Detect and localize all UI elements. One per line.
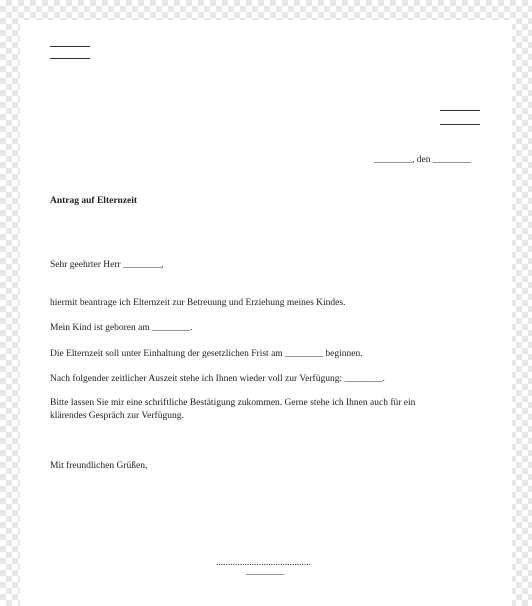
subject-line: Antrag auf Elternzeit (50, 196, 138, 206)
body-paragraph-4: Nach folgender zeitlicher Auszeit stehe ich Ihnen wieder voll zur Verfügung: ________. (50, 374, 385, 384)
sender-blank-line-1 (50, 46, 90, 47)
body-paragraph-3: Die Elternzeit soll unter Einhaltung der gesetzlichen Frist am ________ beginnen. (50, 349, 363, 359)
signature-dotted-line: ........................................ (216, 558, 311, 568)
document-page (20, 20, 512, 606)
body-paragraph-2: Mein Kind ist geboren am ________. (50, 323, 193, 333)
closing: Mit freundlichen Grüßen, (50, 461, 148, 471)
recipient-blank-line-1 (440, 110, 480, 111)
body-paragraph-5-line-1: Bitte lassen Sie mir eine schriftliche Bestätigung zukommen. Gerne stehe ich Ihnen auch für ein (50, 398, 416, 408)
body-paragraph-5-line-2: klärendes Gespräch zur Verfügung. (50, 411, 184, 421)
body-paragraph-1: hiermit beantrage ich Elternzeit zur Betreuung und Erziehung meines Kindes. (50, 298, 346, 308)
date-line: ________, den ________ (374, 155, 471, 165)
salutation: Sehr geehrter Herr ________, (50, 260, 164, 270)
recipient-blank-line-2 (440, 124, 480, 125)
sender-blank-line-2 (50, 58, 90, 59)
signature-name-line: ________ (246, 567, 284, 577)
